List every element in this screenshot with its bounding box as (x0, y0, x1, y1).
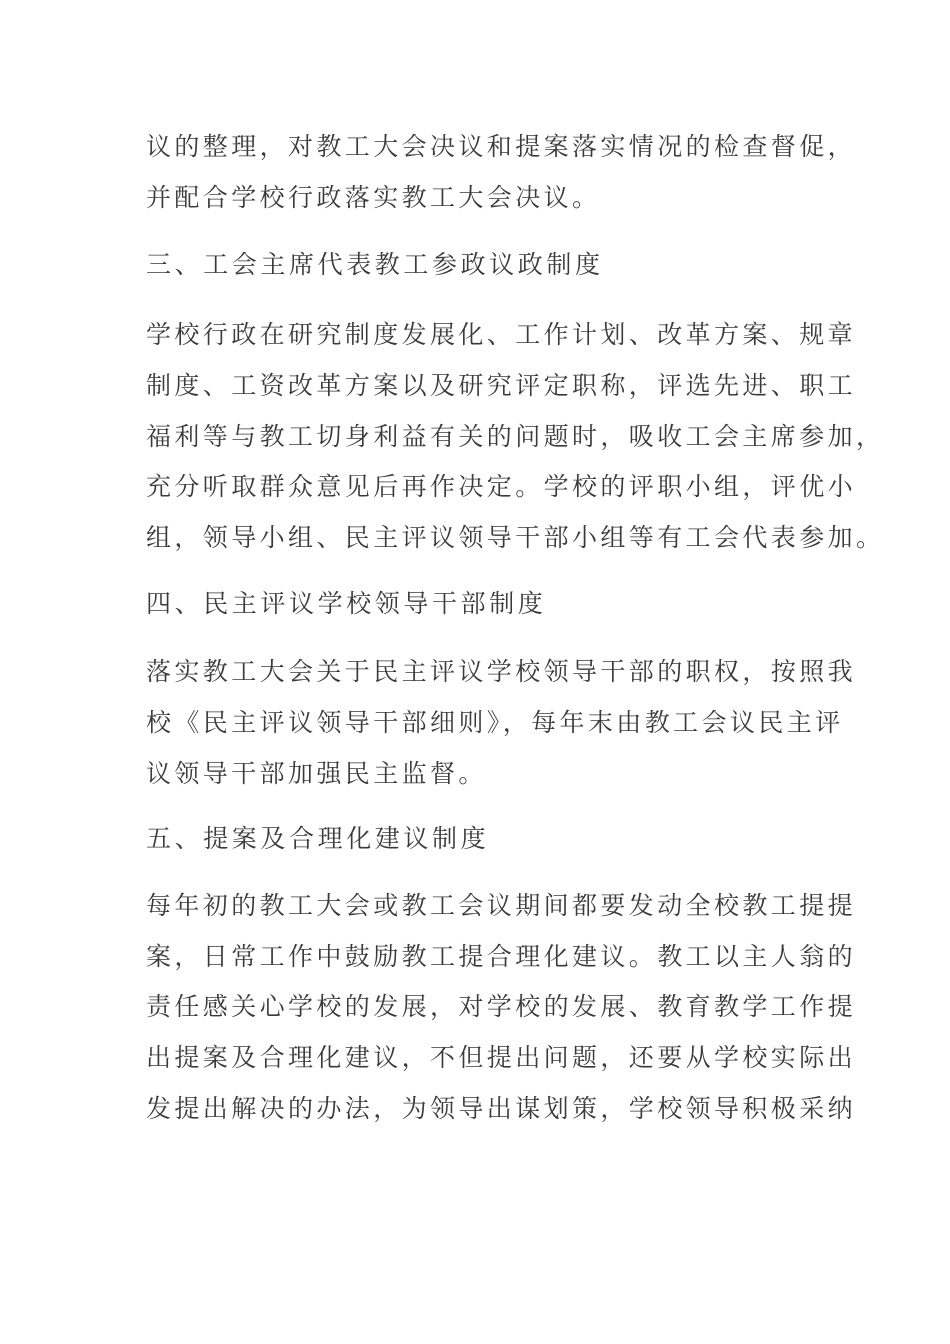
paragraph-line: 充分听取群众意见后再作决定。学校的评职小组，评优小 (146, 472, 857, 501)
paragraph-line: 出提案及合理化建议，不但提出问题，还要从学校实际出 (146, 1043, 857, 1072)
section-heading-3: 三、工会主席代表教工参政议政制度 (146, 250, 604, 279)
paragraph-line: 议领导干部加强民主监督。 (146, 759, 487, 788)
paragraph-line: 责任感关心学校的发展，对学校的发展、教育教学工作提 (146, 992, 857, 1021)
paragraph-line: 发提出解决的办法，为领导出谋划策，学校领导积极采纳 (146, 1094, 857, 1123)
paragraph-line: 学校行政在研究制度发展化、工作计划、改革方案、规章 (146, 320, 857, 349)
paragraph-line: 每年初的教工大会或教工会议期间都要发动全校教工提提 (146, 891, 857, 920)
paragraph-line: 制度、工资改革方案以及研究评定职称，评选先进、职工 (146, 371, 857, 400)
section-heading-4: 四、民主评议学校领导干部制度 (146, 589, 547, 618)
section-heading-5: 五、提案及合理化建议制度 (146, 824, 490, 853)
paragraph-line: 议的整理，对教工大会决议和提案落实情况的检查督促， (146, 132, 857, 161)
paragraph-line: 校《民主评议领导干部细则》，每年末由教工会议民主评 (146, 708, 844, 737)
paragraph-line: 落实教工大会关于民主评议学校领导干部的职权，按照我 (146, 657, 857, 686)
paragraph-line: 组，领导小组、民主评议领导干部小组等有工会代表参加。 (146, 523, 885, 552)
paragraph-line: 福利等与教工切身利益有关的问题时，吸收工会主席参加， (146, 422, 885, 451)
paragraph-line: 并配合学校行政落实教工大会决议。 (146, 183, 601, 212)
paragraph-line: 案，日常工作中鼓励教工提合理化建议。教工以主人翁的 (146, 942, 857, 971)
